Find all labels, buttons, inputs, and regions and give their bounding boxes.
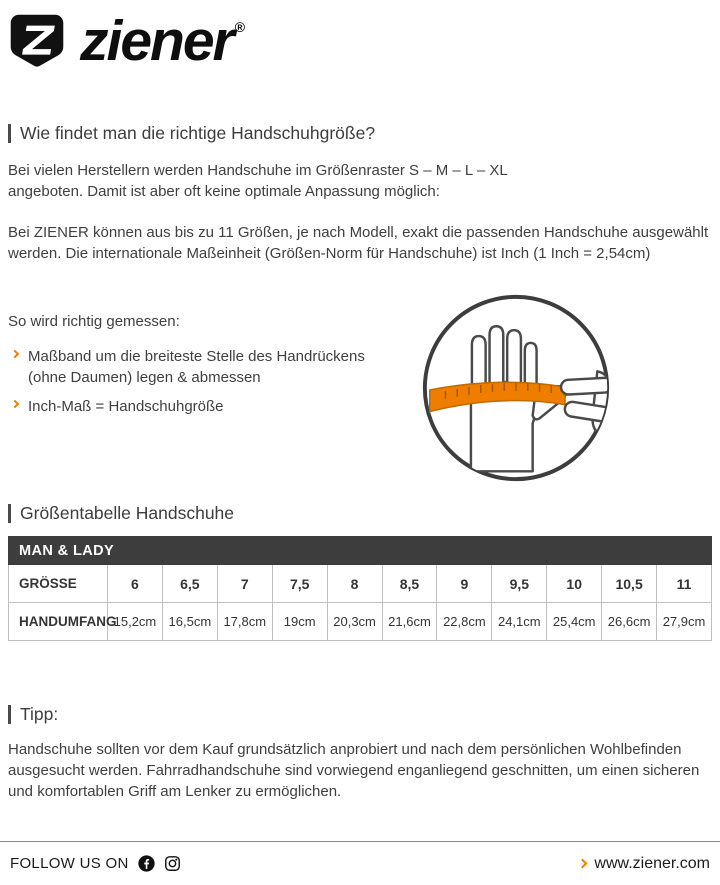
measuring-instructions [0,312,410,417]
size-cell: 7,5 [272,565,327,603]
brand-wordmark-text: ziener [80,8,233,73]
measure-steps [12,346,410,417]
section-heading-sizing [8,122,720,144]
section-heading-sizing-text: Wie findet man die richtige Handschuhgröße? [20,123,376,143]
circumference-cell: 20,3cm [327,603,382,641]
brand-wordmark [80,8,246,73]
size-cell: 11 [657,565,712,603]
tipp-section [0,703,720,802]
section-heading-table-text: Größentabelle Handschuhe [20,503,235,523]
facebook-icon[interactable] [138,855,155,872]
size-cell: 9,5 [492,565,547,603]
brand-header [0,0,720,72]
circumference-cell: 27,9cm [657,603,712,641]
follow-us-label: FOLLOW US ON [10,855,129,872]
website-text: www.ziener.com [594,854,710,872]
circumference-cell: 26,6cm [602,603,657,641]
intro-paragraph-2: Bei ZIENER können aus bis zu 11 Größen, je nach Modell, exakt die passenden Handschuhe ausgewählt werden. Die internationale Maßeinheit (Größen-Norm für Handschuhe) ist Inch (1 Inch = 2,54cm) [8,224,709,262]
size-table-section [0,502,720,641]
circumference-cell: 25,4cm [547,603,602,641]
size-cell: 9 [437,565,492,603]
row-label: HANDUMFANG [9,603,108,641]
chevron-right-icon [578,859,588,869]
list-item [12,346,410,388]
circumference-cell: 19cm [272,603,327,641]
chevron-right-icon [11,350,19,358]
tipp-paragraph: Handschuhe sollten vor dem Kauf grundsätzlich anprobiert und nach dem persönlichen Wohlbefinden ausgesucht werden. Fahrradhandschuhe sind vorwiegend enganliegend geschnitten, um einen sicheren und komfortablen Griff am Lenker zu ermöglichen. [8,741,700,800]
measure-step-text: Inch-Maß = Handschuhgröße [28,398,224,415]
hand-measuring-illustration [418,290,614,486]
circumference-cell: 24,1cm [492,603,547,641]
section-heading-table [8,502,720,524]
circumference-cell: 17,8cm [217,603,272,641]
size-cell: 6,5 [162,565,217,603]
table-header-man-lady: MAN & LADY [9,537,712,565]
intro-paragraph-1: Bei vielen Herstellern werden Handschuhe im Größenraster S – M – L – XL angeboten. Damit ist aber oft keine optimale Anpassung möglich: [8,162,508,200]
section-heading-tipp [8,703,720,725]
list-item [12,396,410,417]
chevron-right-icon [11,400,19,408]
heading-bar [8,124,11,143]
measure-step-text: Maßband um die breiteste Stelle des Handrückens (ohne Daumen) legen & abmessen [28,348,365,386]
table-row-circumference [9,603,712,641]
sizing-intro-section [0,122,720,264]
follow-us [10,855,181,872]
size-cell: 7 [217,565,272,603]
circumference-cell: 16,5cm [162,603,217,641]
size-cell: 8,5 [382,565,437,603]
circumference-cell: 21,6cm [382,603,437,641]
measuring-section [0,312,720,492]
instagram-icon[interactable] [164,855,181,872]
heading-bar [8,705,11,724]
table-header-row [9,537,712,565]
section-heading-tipp-text: Tipp: [20,704,59,724]
website-link[interactable] [579,855,710,873]
footer [0,841,720,885]
size-cell: 8 [327,565,382,603]
size-cell: 6 [108,565,163,603]
table-row-size [9,565,712,603]
ziener-shield-logo-icon [8,12,66,70]
circumference-cell: 22,8cm [437,603,492,641]
heading-bar [8,504,11,523]
size-table [8,536,712,641]
registered-mark: ® [234,18,246,35]
circumference-cell: 15,2cm [108,603,163,641]
row-label: GRÖSSE [9,565,108,603]
size-cell: 10,5 [602,565,657,603]
measure-title: So wird richtig gemessen: [8,313,180,330]
size-cell: 10 [547,565,602,603]
